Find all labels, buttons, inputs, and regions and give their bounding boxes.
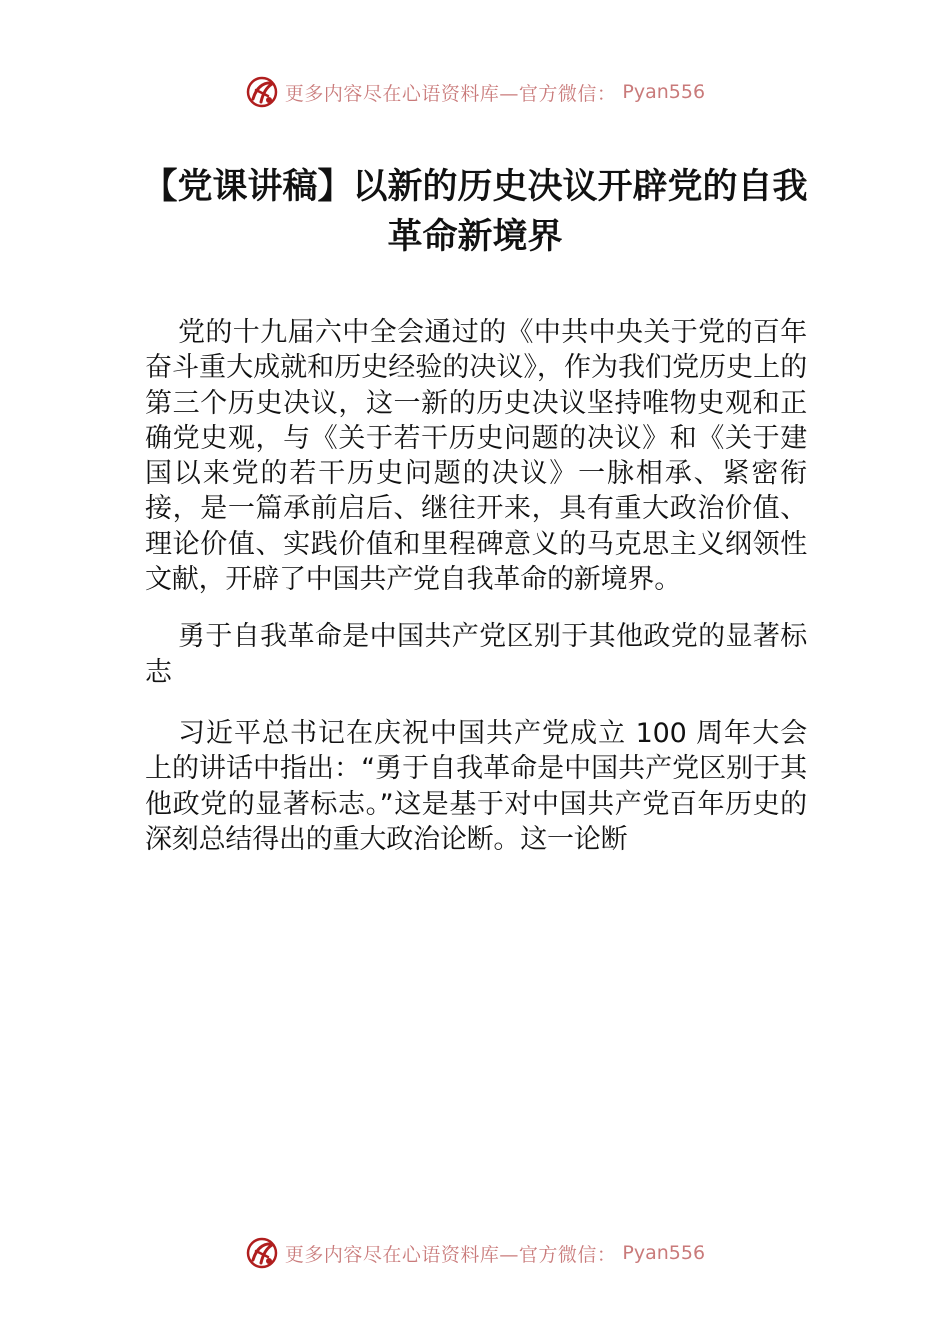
footer-banner-text: 更多内容尽在心语资料库—官方微信： xyxy=(284,1243,617,1266)
body-paragraph-2: 习近平总书记在庆祝中国共产党成立 100 周年大会上的讲话中指出：“勇于自我革命是中国共产党区别于其他政党的显著标志。”这是基于对中国共产党百年历史的深刻总结得出的重大政治论断。这一论断 xyxy=(145,717,807,855)
footer-wechat-id: Pyan556 xyxy=(622,1242,706,1264)
footer-banner xyxy=(0,1233,950,1273)
header-banner xyxy=(0,72,950,112)
header-banner-text: 更多内容尽在心语资料库—官方微信： xyxy=(284,82,617,105)
body-paragraph-1: 党的十九届六中全会通过的《中共中央关于党的百年奋斗重大成就和历史经验的决议》，作为我们党历史上的第三个历史决议，这一新的历史决议坚持唯物史观和正确党史观，与《关于若干历史问题的决议》和《关于建国以来党的若干历史问题的决议》一脉相承、紧密衔接，是一篇承前启后、继往开来，具有重大政治价值、理论价值、实践价值和里程碑意义的马克思主义纲领性文献，开辟了中国共产党自我革命的新境界。 xyxy=(145,317,807,596)
seal-logo-icon xyxy=(245,75,279,109)
section-heading: 勇于自我革命是中国共产党区别于其他政党的显著标志 xyxy=(145,621,807,688)
header-wechat-id: Pyan556 xyxy=(622,81,706,103)
seal-logo-icon xyxy=(245,1236,279,1270)
document-body xyxy=(145,315,807,879)
document-title: 【党课讲稿】以新的历史决议开辟党的自我革命新境界 xyxy=(142,167,808,257)
